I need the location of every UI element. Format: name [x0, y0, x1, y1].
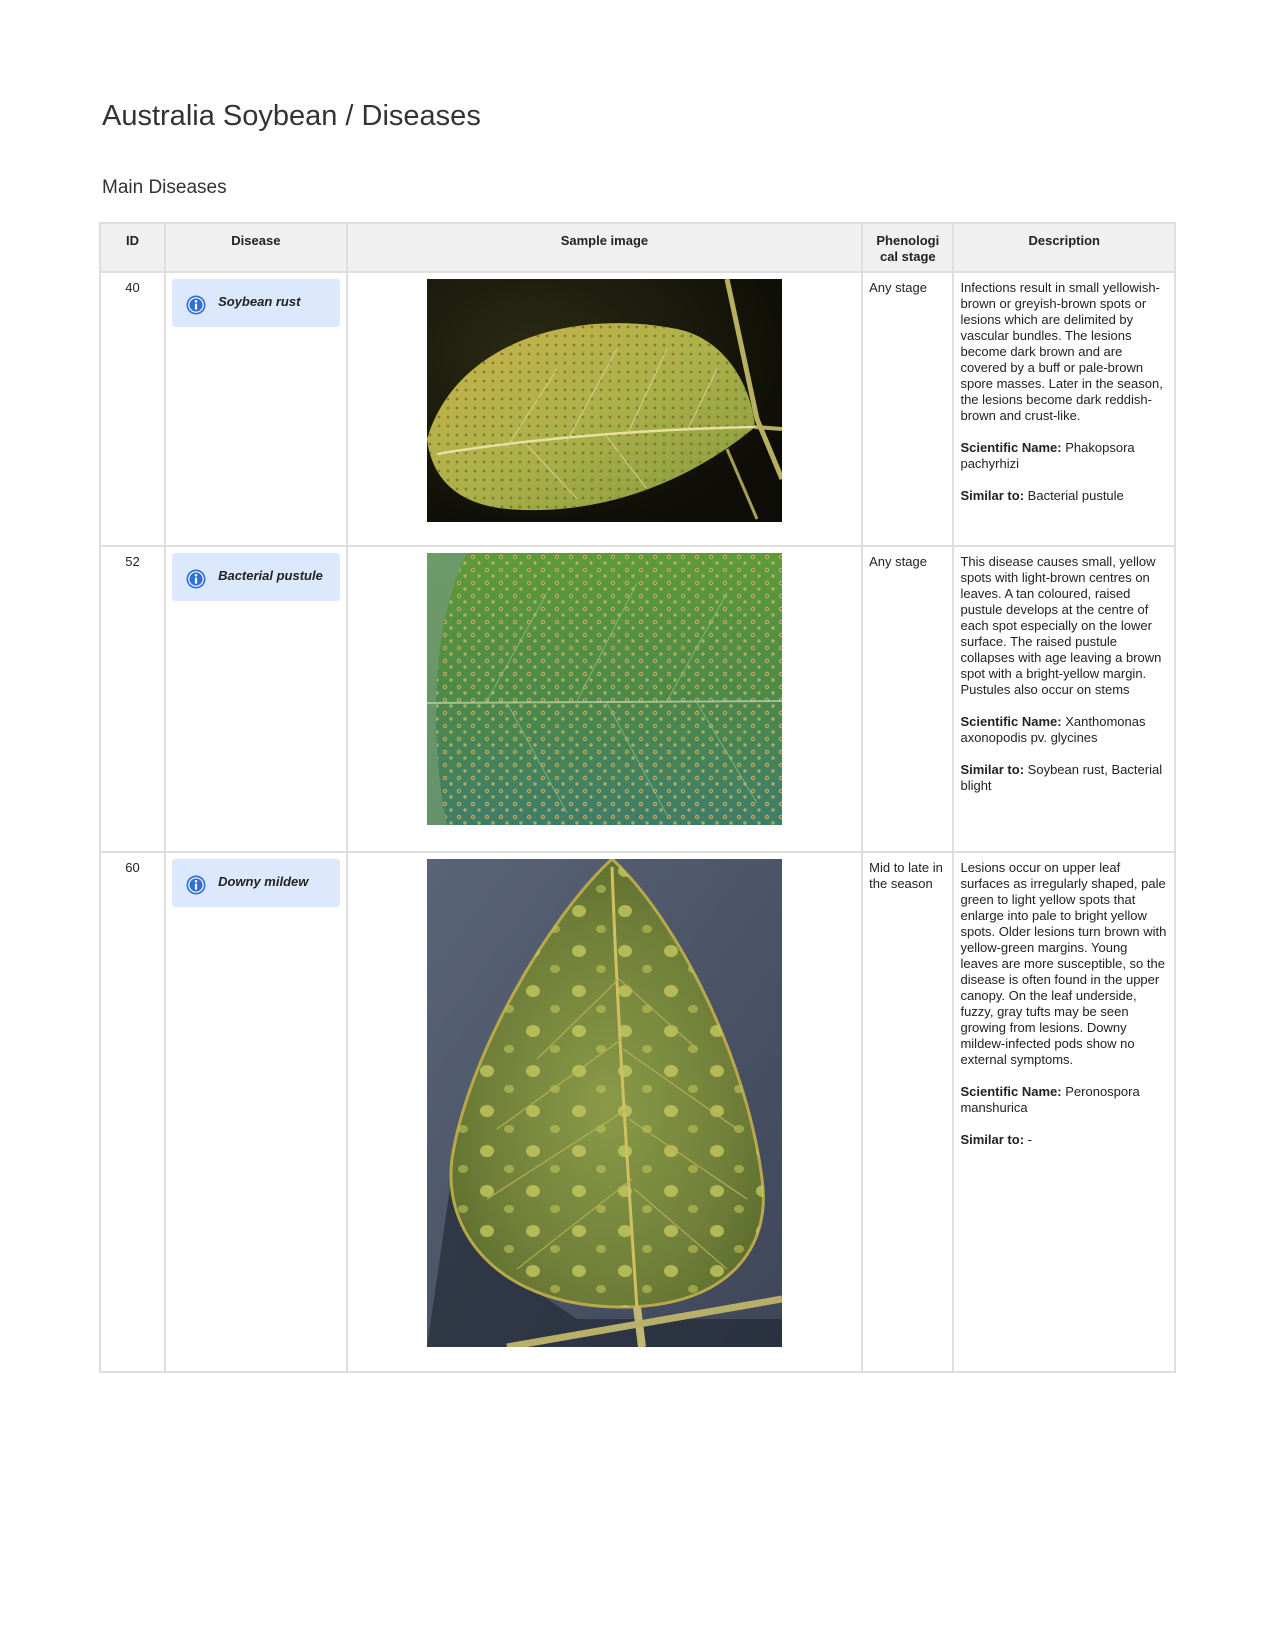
- id-cell: 52: [100, 546, 165, 852]
- table-header-row: [100, 223, 1175, 272]
- similar-to-value: -: [1027, 1132, 1033, 1147]
- diseases-table: [99, 222, 1176, 1373]
- description-text: This disease causes small, yellow spots with light-brown centres on leaves. A tan coloured, raised pustule develops at the centre of each spot especially on the lower surface. The raised pustule collapses with age leaving a brown spot with a bright-yellow margin. Pustules also occur on stems: [960, 554, 1162, 697]
- bacterial-pustule-leaf-image: [427, 553, 782, 825]
- disease-cell: [165, 546, 347, 852]
- image-cell: [347, 852, 862, 1372]
- header-description: Description: [953, 223, 1175, 272]
- info-icon: [186, 569, 206, 589]
- description-text: Infections result in small yellowish-brown or greyish-brown spots or lesions which are delimited by vascular bundles. The lesions become dark brown and are covered by a buff or pale-brown spore masses. Later in the season, the lesions become dark reddish-brown and crust-like.: [960, 280, 1163, 423]
- similar-to: [960, 762, 1168, 794]
- header-sample-image: Sample image: [347, 223, 862, 272]
- description-cell: [953, 272, 1175, 546]
- table-row: [100, 546, 1175, 852]
- similar-to: [960, 488, 1168, 504]
- disease-chip-bacterial-pustule[interactable]: [172, 553, 340, 601]
- page-title: Australia Soybean / Diseases: [102, 100, 481, 132]
- scientific-name: [960, 440, 1168, 472]
- disease-cell: [165, 272, 347, 546]
- id-cell: 40: [100, 272, 165, 546]
- stage-cell: Any stage: [862, 272, 953, 546]
- disease-name: Downy mildew: [218, 873, 309, 889]
- scientific-name-label: Scientific Name:: [960, 714, 1062, 729]
- scientific-name-label: Scientific Name:: [960, 1084, 1062, 1099]
- disease-chip-soybean-rust[interactable]: [172, 279, 340, 327]
- scientific-name-value: Phakopsora pachyrhizi: [960, 440, 1135, 471]
- soybean-rust-leaf-image: [427, 279, 782, 522]
- image-cell: [347, 272, 862, 546]
- similar-to-label: Similar to:: [960, 488, 1025, 503]
- similar-to-label: Similar to:: [960, 762, 1025, 777]
- disease-name: Soybean rust: [218, 293, 301, 309]
- similar-to-value: Soybean rust, Bacterial blight: [960, 762, 1163, 793]
- stage-cell: Mid to late in the season: [862, 852, 953, 1372]
- similar-to: [960, 1132, 1168, 1148]
- info-icon: [186, 295, 206, 315]
- header-phenological-stage: Phenologi cal stage: [862, 223, 953, 272]
- similar-to-value: Bacterial pustule: [1027, 488, 1124, 503]
- header-id: ID: [100, 223, 165, 272]
- description-cell: [953, 852, 1175, 1372]
- similar-to-label: Similar to:: [960, 1132, 1025, 1147]
- disease-cell: [165, 852, 347, 1372]
- header-disease: Disease: [165, 223, 347, 272]
- description-text: Lesions occur on upper leaf surfaces as irregularly shaped, pale green to light yellow spots that enlarge into pale to bright yellow spots. Older lesions turn brown with yellow-green margins. Young leaves are more susceptible, so the disease is often found in the upper canopy. On the leaf underside, fuzzy, gray tufts may be seen growing from lesions. Downy mildew-infected pods show no external symptoms.: [960, 860, 1167, 1067]
- disease-chip-downy-mildew[interactable]: [172, 859, 340, 907]
- info-icon: [186, 875, 206, 895]
- table-row: [100, 272, 1175, 546]
- id-cell: 60: [100, 852, 165, 1372]
- stage-cell: Any stage: [862, 546, 953, 852]
- scientific-name: [960, 714, 1168, 746]
- section-title: Main Diseases: [102, 177, 227, 198]
- disease-name: Bacterial pustule: [218, 567, 323, 583]
- table-row: [100, 852, 1175, 1372]
- downy-mildew-leaf-image: [427, 859, 782, 1347]
- scientific-name-value: Peronospora manshurica: [960, 1084, 1140, 1115]
- scientific-name: [960, 1084, 1168, 1116]
- scientific-name-value: Xanthomonas axonopodis pv. glycines: [960, 714, 1146, 745]
- image-cell: [347, 546, 862, 852]
- scientific-name-label: Scientific Name:: [960, 440, 1062, 455]
- description-cell: [953, 546, 1175, 852]
